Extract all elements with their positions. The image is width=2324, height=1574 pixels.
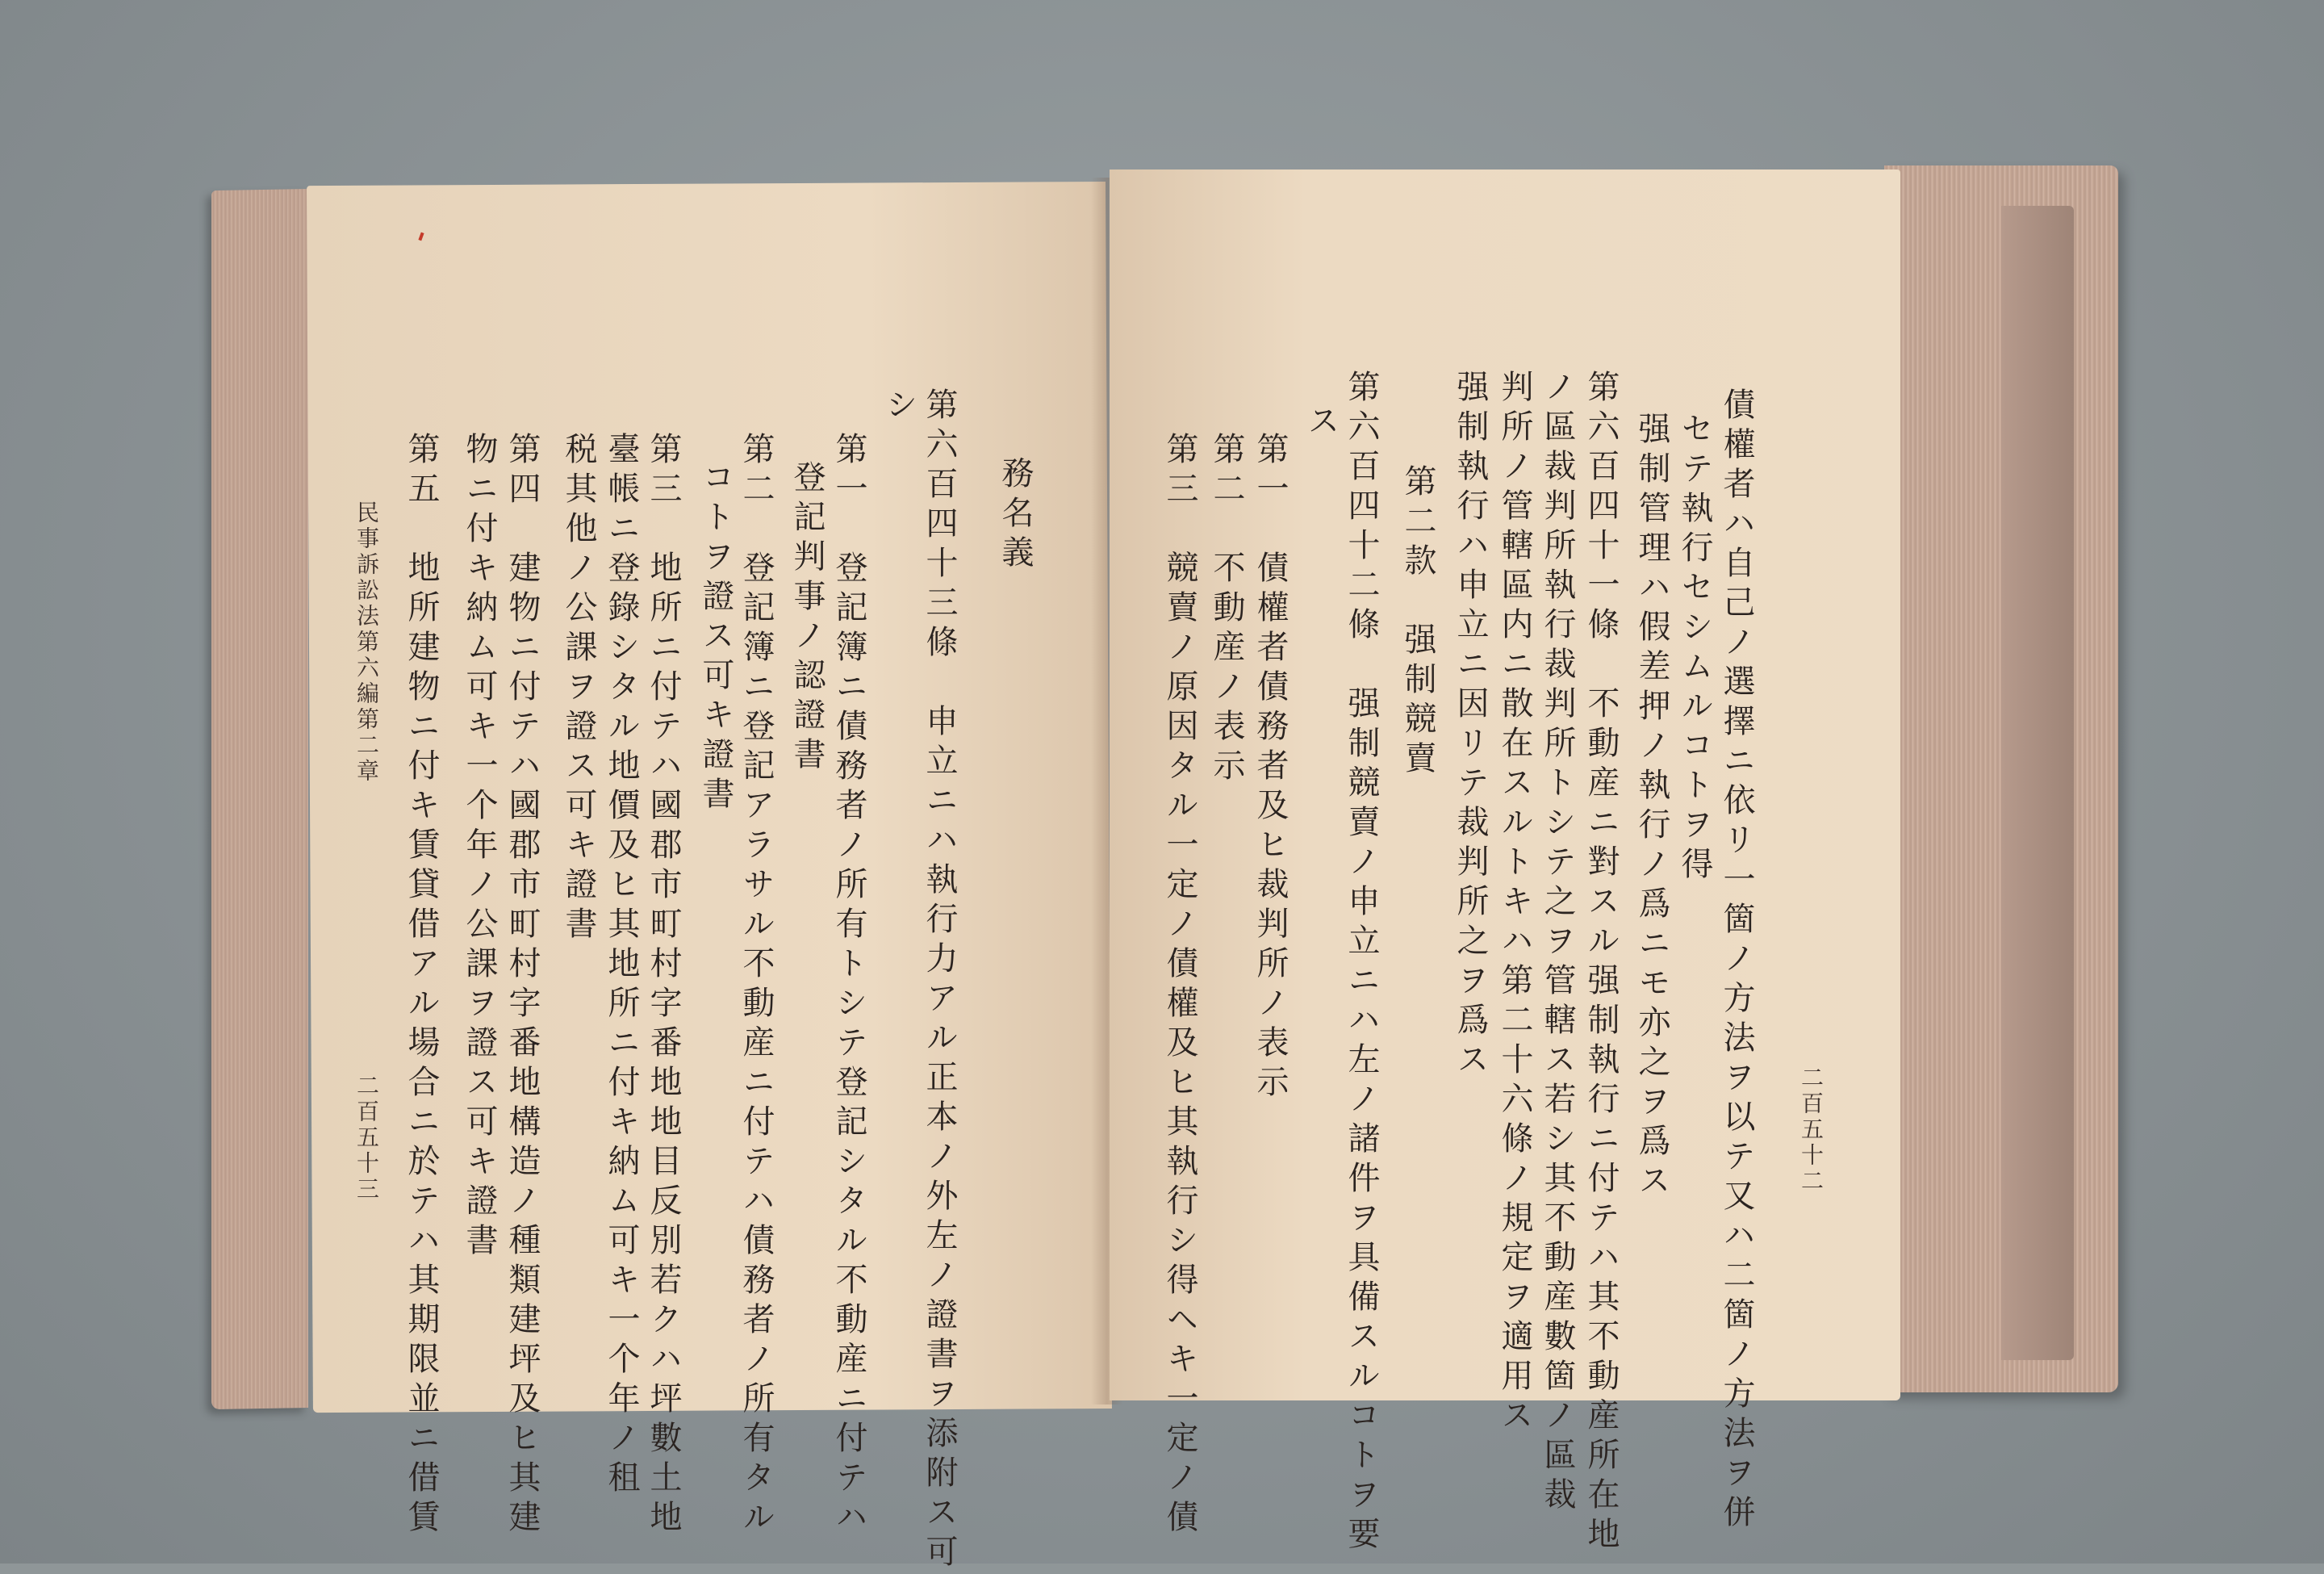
page-number-right: 二百五十二 — [1798, 1065, 1825, 1195]
text-line: 物ニ付キ納ム可キ一个年ノ公課ヲ證ス可キ證書 — [461, 432, 498, 1262]
article-642: 第六百四十二條 强制競賣ノ申立ニハ左ノ諸件ヲ具備スルコトヲ要 — [1343, 370, 1380, 1556]
text-line: セテ執行セシムルコトヲ得 — [1676, 412, 1713, 886]
text-line: 債權者ハ自己ノ選擇ニ依リ一箇ノ方法ヲ以テ又ハ二箇ノ方法ヲ併 — [1718, 387, 1755, 1534]
text-line: 判所ノ管轄區内ニ散在スルトキハ第二十六條ノ規定ヲ適用ス — [1496, 370, 1533, 1438]
text-line: 第三 地所ニ付テハ國郡市町村字番地地目反別若クハ坪數土地 — [645, 432, 682, 1539]
page-number-left: 二百五十三 — [353, 1074, 380, 1203]
text-line: 第五 地所建物ニ付キ賃貸借アル場合ニ於テハ其期限並ニ借賃 — [403, 432, 440, 1539]
text-line: 税其他ノ公課ヲ證ス可キ證書 — [560, 432, 597, 946]
text-line: コトヲ證ス可キ證書 — [697, 460, 734, 816]
article-643: 第六百四十三條 申立ニハ執行力アル正本ノ外左ノ證書ヲ添附ス可 — [921, 387, 958, 1574]
text-line: 强制管理ハ假差押ノ執行ノ爲ニモ亦之ヲ爲ス — [1633, 412, 1670, 1203]
text-line: ス — [1302, 404, 1340, 443]
right-cover-edge — [2001, 206, 2074, 1360]
text-line: 第二 登記簿ニ登記アラサル不動産ニ付テハ債務者ノ所有タル — [738, 432, 775, 1539]
text-line: 登記判事ノ認證書 — [788, 460, 826, 777]
section-heading: 第二款 强制競賣 — [1399, 464, 1436, 781]
article-641: 第六百四十一條 不動産ニ對スル强制執行ニ付テハ其不動産所在地 — [1582, 370, 1620, 1556]
text-line: 第二 不動産ノ表示 — [1208, 432, 1245, 788]
text-line: 第一 債權者債務者及ヒ裁判所ノ表示 — [1252, 432, 1289, 1104]
text-line: シ — [880, 387, 917, 427]
left-page-edges — [211, 189, 308, 1409]
text-line: 第一 登記簿ニ債務者ノ所有トシテ登記シタル不動産ニ付テハ — [830, 432, 867, 1539]
text-line: 務名義 — [997, 456, 1034, 575]
text-line: ノ區裁判所執行裁判所トシテ之ヲ管轄ス若シ其不動産數箇ノ區裁 — [1539, 370, 1576, 1517]
text-line: 第三 競賣ノ原因タル一定ノ債權及ヒ其執行シ得ヘキ一定ノ債 — [1161, 432, 1198, 1539]
running-head: 民事訴訟法第六編第二章 — [353, 500, 380, 785]
text-line: 臺帳ニ登錄シタル地價及ヒ其地所ニ付キ納ム可キ一个年ノ租 — [603, 432, 640, 1500]
text-line: 强制執行ハ申立ニ因リテ裁判所之ヲ爲ス — [1452, 370, 1489, 1082]
text-line: 第四 建物ニ付テハ國郡市町村字番地構造ノ種類建坪及ヒ其建 — [504, 432, 541, 1539]
